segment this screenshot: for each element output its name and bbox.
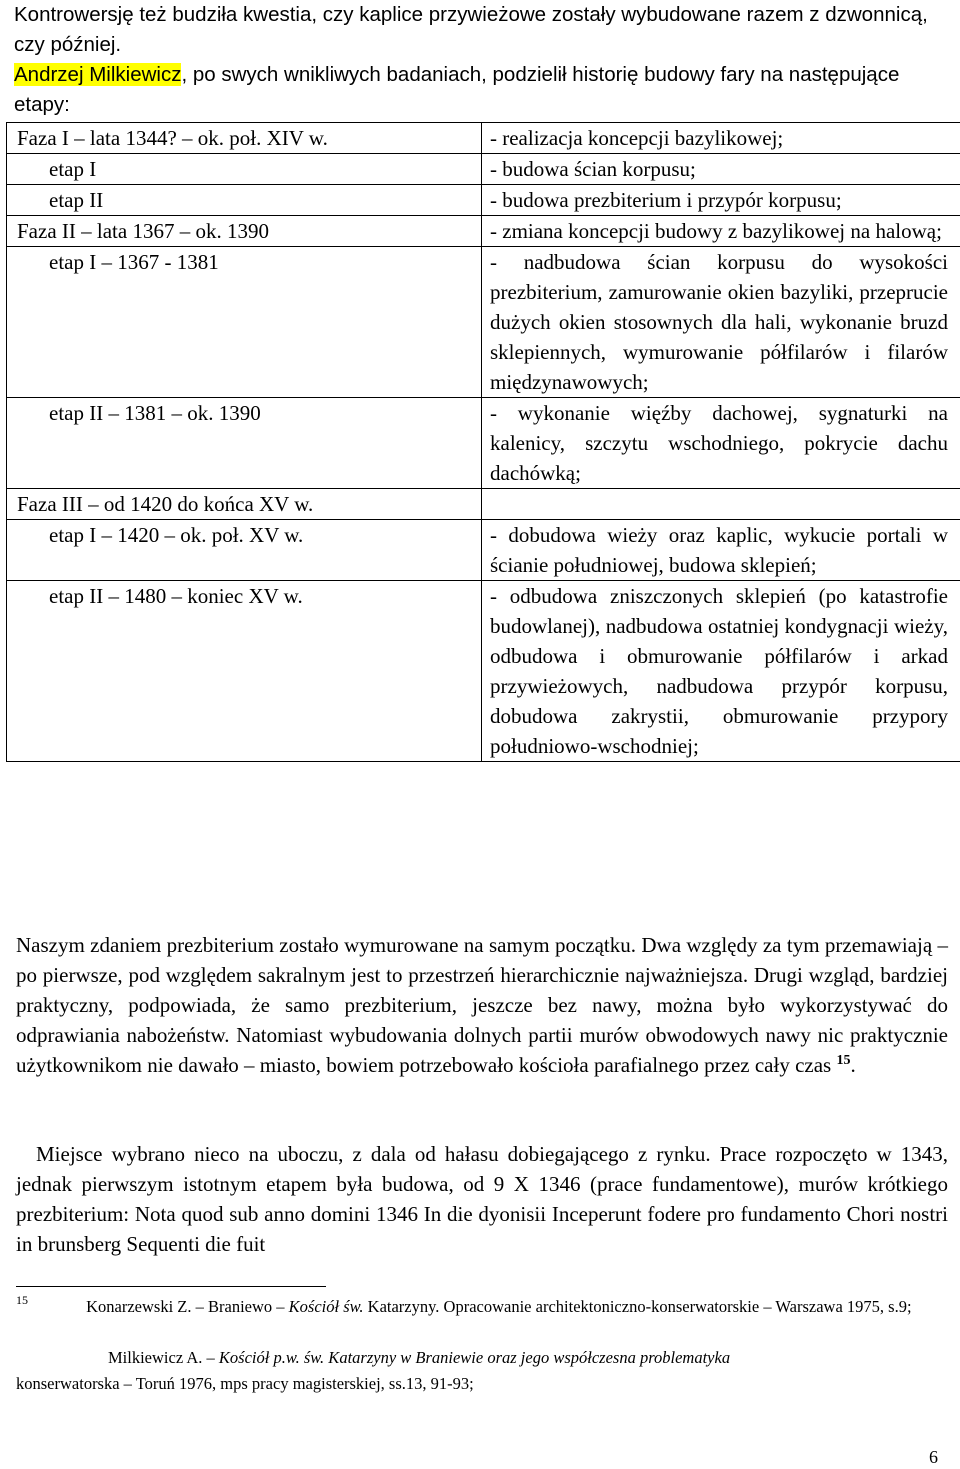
- phase-row: [7, 123, 960, 154]
- phase-description: - realizacja koncepcji bazylikowej;: [482, 123, 960, 154]
- phase-label: etap I: [7, 154, 482, 185]
- paragraph-2: Miejsce wybrano nieco na uboczu, z dala od hałasu dobiegającego z rynku. Prace rozpoczęto w 1343, jednak pierwszym istotnym etapem była budowa, od 9 X 1346 (prace fundamentowe), murów krótkiego prezbiterium: Nota quod sub anno domini 1346 In die dyonisii Inceperunt fodere pro fundamento Chori nostri in brunsberg Sequenti die fuit: [16, 1142, 948, 1256]
- construction-phases-table: [6, 122, 960, 762]
- paragraph-1-end: .: [850, 1053, 856, 1077]
- phase-label: etap II – 1480 – koniec XV w.: [7, 581, 482, 762]
- footnote-ref1-rest: Katarzyny. Opracowanie architektoniczno-konserwatorskie – Warszawa 1975, s.9;: [363, 1297, 912, 1316]
- intro-text: [14, 0, 950, 120]
- phase-label: etap II: [7, 185, 482, 216]
- phase-description: - wykonanie więźby dachowej, sygnaturki na kalenicy, szczytu wschodniego, pokrycie dachu dachówką;: [482, 398, 960, 489]
- phase-label: etap II – 1381 – ok. 1390: [7, 398, 482, 489]
- phase-description: - zmiana koncepcji budowy z bazylikowej na halową;: [482, 216, 960, 247]
- footnote-2: [16, 1345, 956, 1397]
- phase-description: [482, 489, 960, 520]
- phase-label: etap I – 1420 – ok. poł. XV w.: [7, 520, 482, 581]
- phase-description: - budowa prezbiterium i przypór korpusu;: [482, 185, 960, 216]
- phase-label: Faza I – lata 1344? – ok. poł. XIV w.: [7, 123, 482, 154]
- footnote-ref2-author: Milkiewicz A. –: [108, 1348, 219, 1367]
- footnote-1: [16, 1294, 956, 1320]
- footnote-number: 15: [16, 1293, 28, 1307]
- phase-description: - dobudowa wieży oraz kaplic, wykucie portali w ścianie południowej, budowa sklepień;: [482, 520, 960, 581]
- intro-line-1: Kontrowersję też budziła kwestia, czy kaplice przywieżowe zostały wybudowane razem z dzwonnicą, czy później.: [14, 3, 928, 56]
- phase-row: [7, 398, 960, 489]
- footnote-separator: [16, 1286, 326, 1287]
- phase-label: etap I – 1367 - 1381: [7, 247, 482, 398]
- phase-row: [7, 247, 960, 398]
- phase-row: [7, 185, 960, 216]
- footnote-ref2-rest: konserwatorska – Toruń 1976, mps pracy magisterskiej, ss.13, 91-93;: [16, 1374, 474, 1393]
- phase-row: [7, 154, 960, 185]
- footnote-ref1-author: Konarzewski Z. – Braniewo –: [86, 1297, 289, 1316]
- intro-line-2: [14, 60, 950, 120]
- footnote-ref1-title: Kościół św.: [288, 1297, 364, 1316]
- phase-description: - budowa ścian korpusu;: [482, 154, 960, 185]
- phase-row: [7, 489, 960, 520]
- phase-row: [7, 216, 960, 247]
- paragraph-1-text: Naszym zdaniem prezbiterium zostało wymurowane na samym początku. Dwa względy za tym przemawiają – po pierwsze, pod względem sakralnym jest to przestrzeń hierarchicznie najważniejsza. Drugi wzgląd, bardziej praktyczny, podpowiada, że samo prezbiterium, jeszcze bez nawy, można było wykorzystywać do odprawiania nabożeństw. Natomiast wybudowania dolnych partii murów obwodowych nawy nic praktycznie użytkownikom nie dawało – miasto, bowiem potrzebowało kościoła parafialnego przez cały czas: [16, 933, 948, 1077]
- page-number: 6: [929, 1447, 938, 1467]
- phase-row: [7, 581, 960, 762]
- phase-description: - nadbudowa ścian korpusu do wysokości prezbiterium, zamurowanie okien bazyliki, przeprucie dużych okien stosownych dla hali, wykonanie bruzd sklepiennych, wymurowanie półfilarów i filarów międzynawowych;: [482, 247, 960, 398]
- footnote-ref2-title: Kościół p.w. św. Katarzyny w Braniewie oraz jego współczesna problematyka: [218, 1348, 731, 1367]
- footnote-ref: 15: [836, 1053, 851, 1068]
- phase-description: - odbudowa zniszczonych sklepień (po katastrofie budowlanej), nadbudowa ostatniej kondygnacji wieży, odbudowa i obmurowanie półfilarów i arkad przywieżowych, nadbudowa przypór korpusu, dobudowa zakrystii, obmurowanie przypory południowo-wschodniej;: [482, 581, 960, 762]
- phases-body: [7, 123, 960, 762]
- phase-label: Faza III – od 1420 do końca XV w.: [7, 489, 482, 520]
- phase-label: Faza II – lata 1367 – ok. 1390: [7, 216, 482, 247]
- phase-row: [7, 520, 960, 581]
- author-highlight: Andrzej Milkiewicz: [14, 63, 182, 86]
- intro-line-2-rest: , po swych wnikliwych badaniach, podzielił historię budowy fary na następujące etapy:: [14, 63, 900, 116]
- paragraph-1: [16, 930, 948, 1080]
